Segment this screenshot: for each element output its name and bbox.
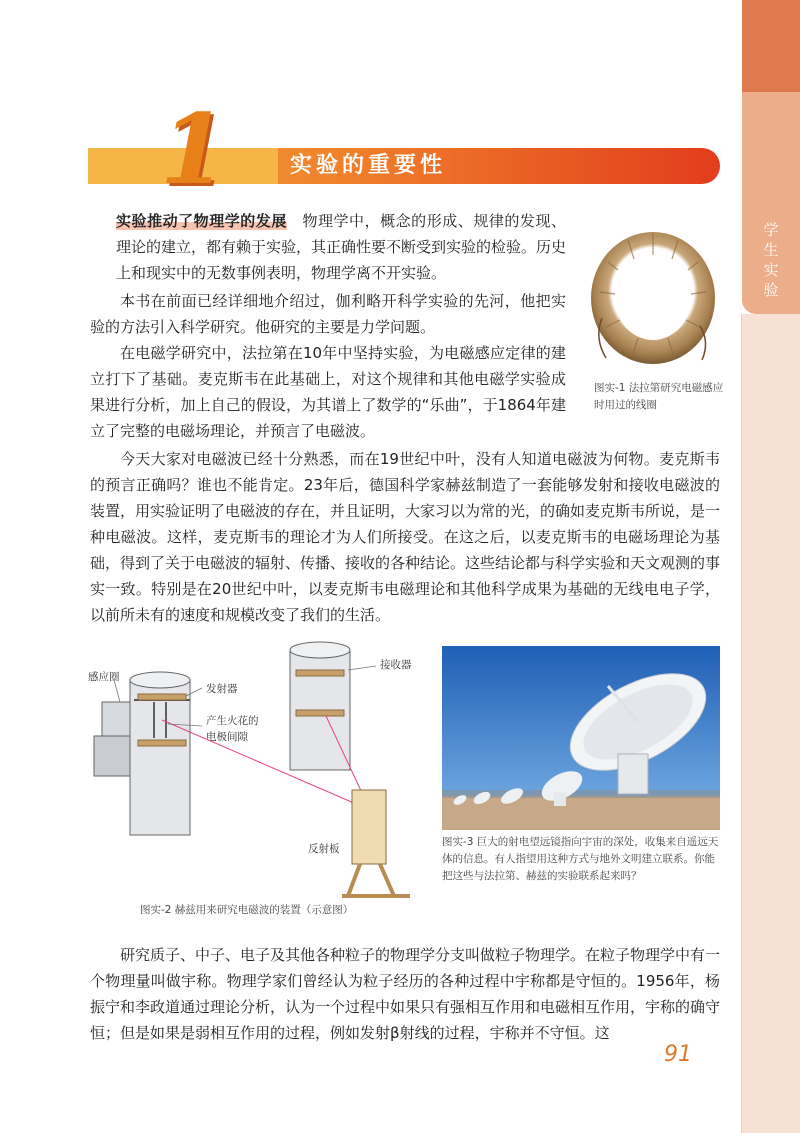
keyword-highlight: 实验推动了物理学的发展 xyxy=(116,212,287,230)
chapter-number: 1 xyxy=(160,93,227,206)
page-number: 91 xyxy=(664,1042,692,1067)
paragraph-2: 本书在前面已经详细地介绍过，伽利略开科学实验的先河，他把实验的方法引入科学研究。他研究的主要是力学问题。 xyxy=(90,292,566,336)
faraday-coil-image xyxy=(588,222,718,368)
paragraph-4: 今天大家对电磁波已经十分熟悉，而在19世纪中叶，没有人知道电磁波为何物。麦克斯韦的预言正确吗？谁也不能肯定。23年后，德国科学家赫兹制造了一套能够发射和接收电磁波的装置，用实验证明了电磁波的存在，并且证明，大家习以为常的光，的确如麦克斯韦所说，是一种电磁波。这样，麦克斯韦的理论才为人们所接受。在这之后，以麦克斯韦的电磁场理论为基础，得到了关于电磁波的辐射、传播、接收的各种结论。这些结论都与科学实验和天文观测的事实一致。特别是在20世纪中叶，以麦克斯韦电磁理论和其他科学成果为基础的无线电电子学，以前所未有的速度和规模改变了我们的生活。 xyxy=(90,450,721,624)
label-spark-gap-2: 电极间隙 xyxy=(206,731,248,743)
radio-telescope-photo xyxy=(442,646,720,830)
figure-1-caption: 图实-1 法拉第研究电磁感应时用过的线圈 xyxy=(594,382,724,411)
paragraph-1: 实验推动了物理学的发展 物理学中，概念的形成、规律的发现、理论的建立，都有赖于实验，其正确性要不断受到实验的检验。历史上和现实中的无数事例表明，物理学离不开实验。 xyxy=(116,212,567,282)
figure-2-caption: 图实-2 赫兹用来研究电磁波的装置（示意图） xyxy=(140,904,354,916)
hertz-apparatus-diagram xyxy=(90,640,440,910)
hertz-apparatus-drawing xyxy=(90,640,440,910)
side-tab-label: 学 生 实 验 xyxy=(763,221,779,299)
section-title: 实验的重要性 xyxy=(290,153,447,178)
side-tab-section xyxy=(742,92,800,314)
label-induction-coil: 感应圈 xyxy=(88,671,120,683)
label-transmitter: 发射器 xyxy=(206,683,238,695)
label-reflector: 反射板 xyxy=(308,843,340,855)
label-spark-gap-1: 产生火花的 xyxy=(206,715,259,727)
paragraph-5: 研究质子、中子、电子及其他各种粒子的物理学分支叫做粒子物理学。在粒子物理学中有一个物理量叫做宇称。物理学家们曾经认为粒子经历的各种过程中宇称都是守恒的。1956年，杨振宁和李政道通过理论分析，认为一个过程中如果只有强相互作用和电磁相互作用，宇称的确守恒；但是如果是弱相互作用的过程，例如发射β射线的过程，宇称并不守恒。这 xyxy=(90,946,721,1042)
paragraph-3: 在电磁学研究中，法拉第在10年中坚持实验，为电磁感应定律的建立打下了基础。麦克斯韦在此基础上，对这个规律和其他电磁学实验成果进行分析，加上自己的假设，为其谱上了数学的“乐曲”，于1864年建立了完整的电磁场理论，并预言了电磁波。 xyxy=(90,344,566,440)
label-receiver: 接收器 xyxy=(380,659,412,671)
side-divider xyxy=(741,314,742,1133)
figure-3-caption: 图实-3 巨大的射电望远镜指向宇宙的深处，收集来自遥远天体的信息。有人指望用这种方式与地外文明建立联系。你能把这些与法拉第、赫兹的实验联系起来吗？ xyxy=(442,836,719,882)
side-tab-bottom xyxy=(742,314,800,1133)
side-tab-top xyxy=(742,0,800,92)
